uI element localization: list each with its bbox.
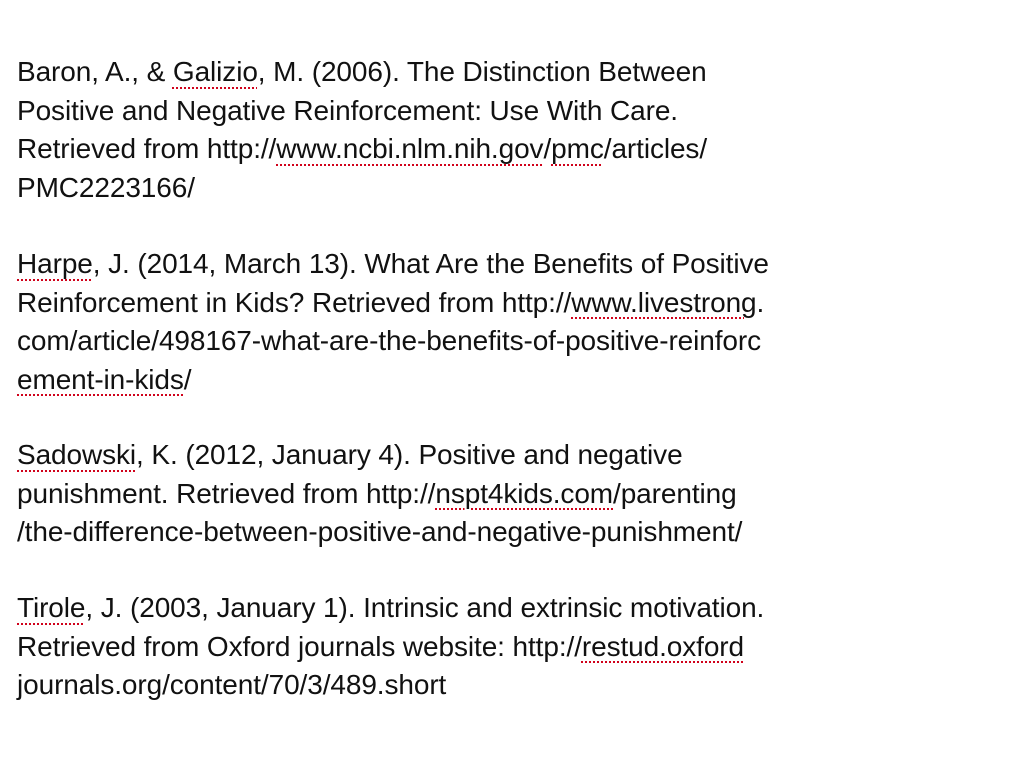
- reference-line: [17, 130, 1007, 169]
- spellcheck-flagged-word: Sadowski: [17, 439, 137, 470]
- text-segment: Reinforcement in Kids? Retrieved from http://: [17, 286, 572, 318]
- reference-line: [17, 628, 1007, 667]
- text-segment: com/article/498167-what-are-the-benefits-of-positive-reinforc: [17, 325, 762, 356]
- text-segment: Retrieved from Oxford journals website: http://: [17, 630, 582, 662]
- text-segment: Positive and Negative Reinforcement: Use With Care.: [17, 94, 678, 126]
- text-segment: journals.org/content/70/3/489.short: [17, 669, 447, 700]
- reference-line: [17, 92, 1007, 131]
- spellcheck-flagged-word: www.livestrong: [571, 286, 757, 318]
- reference-tirole: [17, 589, 1007, 705]
- spellcheck-flagged-word: nspt4kids.com: [435, 477, 614, 509]
- reference-sadowski: [17, 436, 1007, 552]
- text-segment: punishment. Retrieved from http://: [17, 477, 436, 509]
- reference-line: [17, 245, 1007, 284]
- text-segment: /: [183, 363, 192, 395]
- reference-line: [17, 53, 1007, 92]
- reference-harpe: [17, 245, 1007, 399]
- reference-baron: [17, 53, 1007, 207]
- reference-line: [17, 475, 1007, 514]
- text-segment: Baron, A., &: [17, 56, 173, 87]
- reference-line: [17, 513, 1007, 552]
- spellcheck-flagged-word: Galizio: [172, 56, 258, 87]
- spellcheck-flagged-word: ement-in-kids: [17, 363, 184, 395]
- text-segment: , J. (2003, January 1). Intrinsic and extrinsic motivation.: [85, 592, 765, 623]
- reference-line: [17, 436, 1007, 475]
- text-segment: , M. (2006). The Distinction Between: [257, 56, 707, 87]
- reference-line: [17, 361, 1007, 400]
- reference-line: [17, 666, 1007, 705]
- text-segment: Retrieved from http://: [17, 133, 277, 164]
- spellcheck-flagged-word: restud.oxford: [581, 630, 744, 662]
- spellcheck-flagged-word: Harpe: [17, 248, 93, 279]
- reference-line: [17, 169, 1007, 208]
- spellcheck-flagged-word: pmc: [551, 133, 604, 164]
- text-segment: /parenting: [613, 477, 737, 509]
- reference-line: [17, 589, 1007, 628]
- text-segment: , K. (2012, January 4). Positive and negative: [136, 439, 683, 470]
- spellcheck-flagged-word: www.ncbi.nlm.nih.gov: [276, 133, 544, 164]
- text-segment: PMC2223166/: [17, 171, 195, 203]
- text-segment: , J. (2014, March 13). What Are the Benefits of Positive: [92, 248, 769, 279]
- spellcheck-flagged-word: Tirole: [17, 592, 86, 623]
- text-segment: /: [543, 133, 552, 164]
- text-segment: /the-difference-between-positive-and-negative-punishment/: [17, 516, 743, 547]
- reference-line: [17, 322, 1007, 361]
- text-segment: .: [756, 286, 765, 318]
- reference-line: [17, 284, 1007, 323]
- text-segment: /articles/: [603, 133, 708, 164]
